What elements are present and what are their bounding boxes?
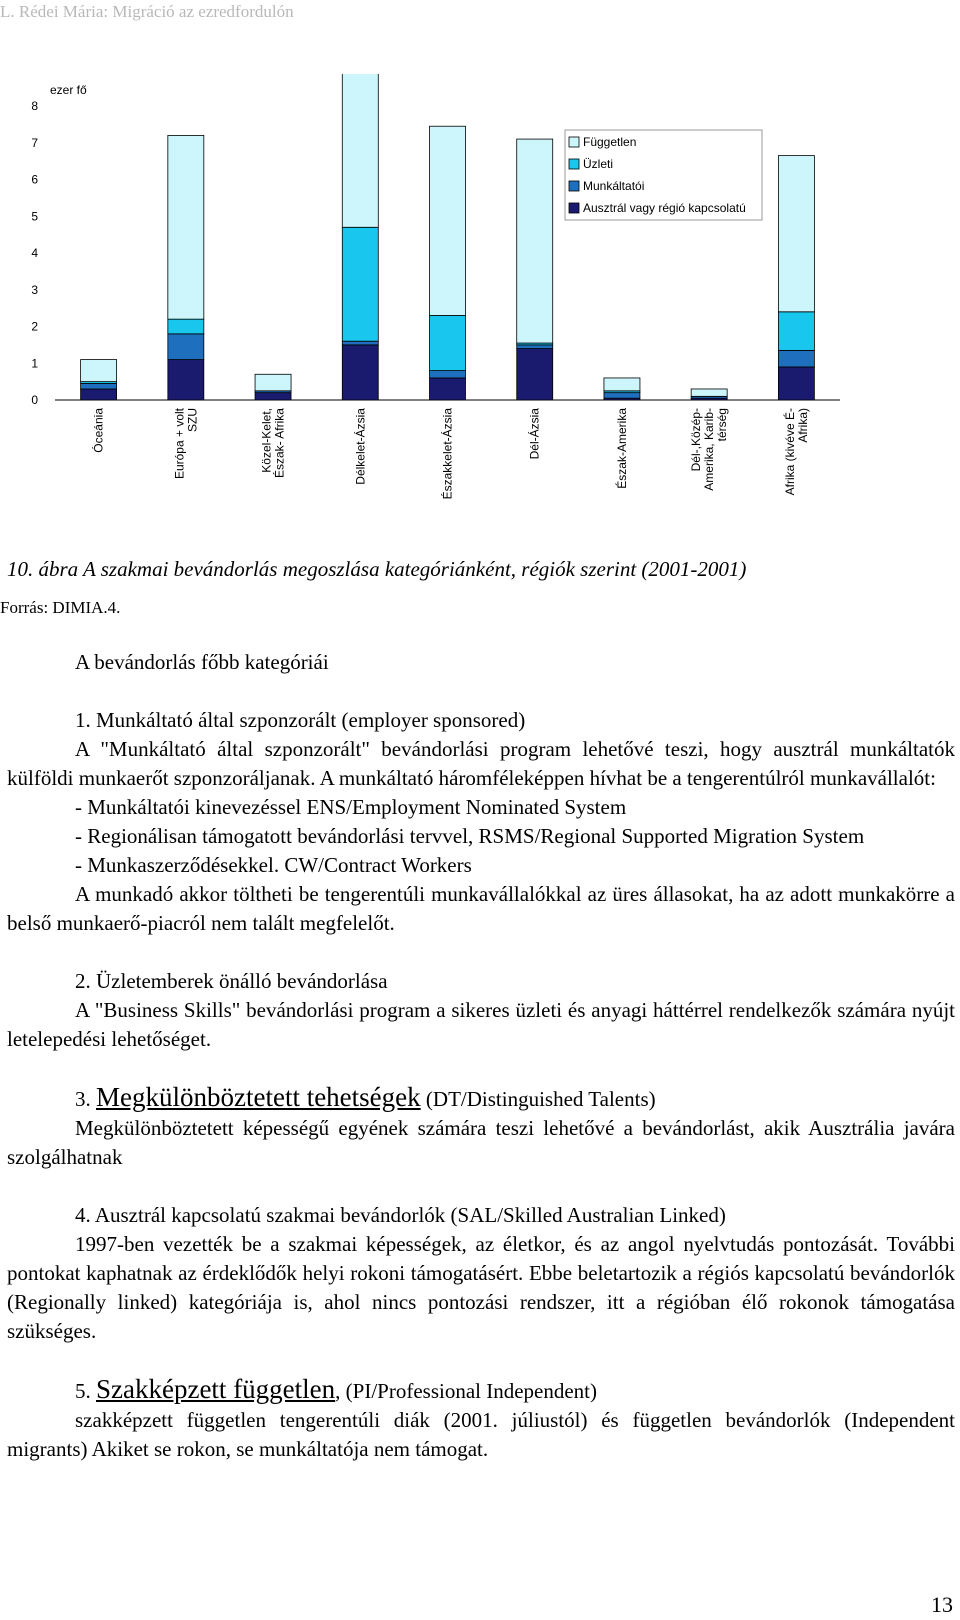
- x-category-label: Európa + volt: [172, 408, 187, 480]
- bar-segment: [778, 156, 814, 312]
- s3-heading: [7, 1083, 955, 1114]
- bar-segment: [430, 378, 466, 400]
- s5-title-rest: , (PI/Professional Independent): [335, 1379, 598, 1403]
- stacked-bar-chart: [0, 74, 960, 544]
- s1-item-1: - Munkáltatói kinevezéssel ENS/Employment Nominated System: [75, 795, 627, 819]
- bar-segment: [255, 393, 291, 400]
- y-tick-label: 4: [31, 246, 38, 260]
- x-category-label: Északkelet-Ázsia: [440, 408, 455, 500]
- bar-segment: [81, 360, 117, 382]
- x-category-label: Észak- Afrika: [272, 408, 287, 479]
- y-tick-label: 6: [31, 172, 38, 187]
- bar-segment: [168, 334, 204, 360]
- s3-title: Megkülönböztetett tehetségek: [96, 1082, 421, 1112]
- legend-label: Független: [583, 135, 637, 149]
- s5-heading: [7, 1375, 955, 1406]
- s1-item-2: - Regionálisan támogatott bevándorlási tervvel, RSMS/Regional Supported Migration System: [75, 824, 865, 848]
- bar-segment: [342, 74, 378, 227]
- figure-caption: 10. ábra A szakmai bevándorlás megoszlása kategóriánként, régiók szerint (2001-2001): [7, 557, 747, 581]
- bar-segment: [342, 341, 378, 345]
- page-number: 13: [931, 1592, 953, 1617]
- bar-segment: [517, 345, 553, 349]
- s3-title-rest: (DT/Distinguished Talents): [425, 1087, 656, 1111]
- s1-paragraph-2: A munkadó akkor töltheti be tengerentúli munkavállalókkal az üres állasokat, ha az adott munkakörre a belső munkaerő-piacról nem talált megfelelőt.: [7, 882, 955, 935]
- y-tick-label: 5: [31, 209, 38, 224]
- x-category-label: Közel-Kelet,: [259, 408, 274, 473]
- bar-segment: [168, 135, 204, 319]
- legend-label: Üzleti: [583, 157, 614, 171]
- x-category-label: Dél-,Közép-: [689, 408, 704, 472]
- document-body: [7, 648, 955, 1464]
- legend-label: Munkáltatói: [583, 179, 645, 193]
- y-tick-label: 7: [31, 135, 38, 150]
- legend-swatch: [569, 203, 579, 213]
- s4-paragraph: 1997-ben vezették be a szakmai képességek, az életkor, és az angol nyelvtudás pontozását. További pontokat kaphatnak az érdeklődők helyi rokoni támogatásért. Ebbe beletartozik a régiós kapcsolatú bevándorlók (Regionally linked) kategóriája is, ahol nincs pontozási rendszer, itt a régióban élő rokonok támogatása szükséges.: [7, 1232, 955, 1343]
- s1-heading: 1. Munkáltató által szponzorált (employer sponsored): [75, 708, 526, 732]
- s2-heading: 2. Üzletemberek önálló bevándorlása: [75, 969, 388, 993]
- s1-item-3: - Munkaszerződésekkel. CW/Contract Workers: [75, 853, 472, 877]
- bar-segment: [255, 374, 291, 391]
- y-tick-label: 2: [31, 319, 38, 334]
- x-category-label: Amerika, Karib-: [702, 408, 717, 491]
- figure-source: Forrás: DIMIA.4.: [0, 598, 121, 617]
- x-category-label: Óceánia: [91, 408, 106, 453]
- bar-segment: [81, 383, 117, 389]
- x-category-label: Afrika): [795, 408, 810, 443]
- bar-segment: [81, 389, 117, 400]
- y-tick-label: 3: [31, 282, 38, 297]
- legend-label: Ausztrál vagy régió kapcsolatú: [583, 201, 746, 215]
- bar-segment: [430, 315, 466, 370]
- s5-paragraph: szakképzett független tengerentúli diák (2001. júliustól) és független bevándorlók (Independent migrants) Akiket se rokon, se munkáltatója nem támogat.: [7, 1408, 955, 1461]
- section-title: A bevándorlás főbb kategóriái: [75, 650, 329, 674]
- bar-segment: [604, 378, 640, 391]
- bar-segment: [778, 350, 814, 367]
- legend-swatch: [569, 159, 579, 169]
- bar-segment: [778, 312, 814, 351]
- x-category-label: Afrika (kivéve É-: [782, 408, 797, 496]
- y-tick-label: 8: [31, 99, 38, 113]
- bar-segment: [168, 319, 204, 334]
- legend-swatch: [569, 181, 579, 191]
- y-tick-label: 0: [31, 393, 38, 407]
- bar-segment: [604, 393, 640, 399]
- running-head: L. Rédei Mária: Migráció az ezredfordulón: [0, 2, 294, 21]
- s2-paragraph: A "Business Skills" bevándorlási program a sikeres üzleti és anyagi háttérrel rendelkezők számára nyújt letelepedési lehetőséget.: [7, 998, 955, 1051]
- x-category-label: Észak-Amerika: [614, 408, 629, 489]
- x-category-label: SZU: [185, 408, 200, 432]
- x-category-label: Délkelet-Ázsia: [353, 408, 368, 485]
- x-category-label: Dél-Ázsia: [527, 408, 542, 460]
- s1-paragraph-1: A "Munkáltató által szponzorált" bevándorlási program lehetővé teszi, hogy ausztrál munkáltatók külföldi munkaerőt szponzoráljanak. A munkáltató háromféleképpen hívhat be a tengerentúlról munkavállalót:: [7, 737, 955, 790]
- bar-segment: [778, 367, 814, 400]
- bar-segment: [430, 126, 466, 315]
- y-axis-label: ezer fő: [50, 83, 87, 97]
- bar-segment: [691, 389, 727, 396]
- bar-segment: [342, 345, 378, 400]
- bar-segment: [342, 227, 378, 341]
- y-tick-label: 1: [31, 356, 38, 371]
- s5-title: Szakképzett független: [96, 1374, 336, 1404]
- s4-heading: 4. Ausztrál kapcsolatú szakmai bevándorlók (SAL/Skilled Australian Linked): [75, 1203, 726, 1227]
- s3-paragraph: Megkülönböztetett képességű egyének számára teszi lehetővé a bevándorlást, akik Ausztrália javára szolgálhatnak: [7, 1116, 955, 1169]
- legend-swatch: [569, 137, 579, 147]
- bar-segment: [168, 360, 204, 400]
- bar-segment: [430, 371, 466, 378]
- bar-segment: [517, 349, 553, 400]
- s3-number: 3.: [75, 1087, 91, 1111]
- x-category-label: térség: [715, 408, 730, 442]
- s5-number: 5.: [75, 1379, 91, 1403]
- bar-segment: [517, 139, 553, 343]
